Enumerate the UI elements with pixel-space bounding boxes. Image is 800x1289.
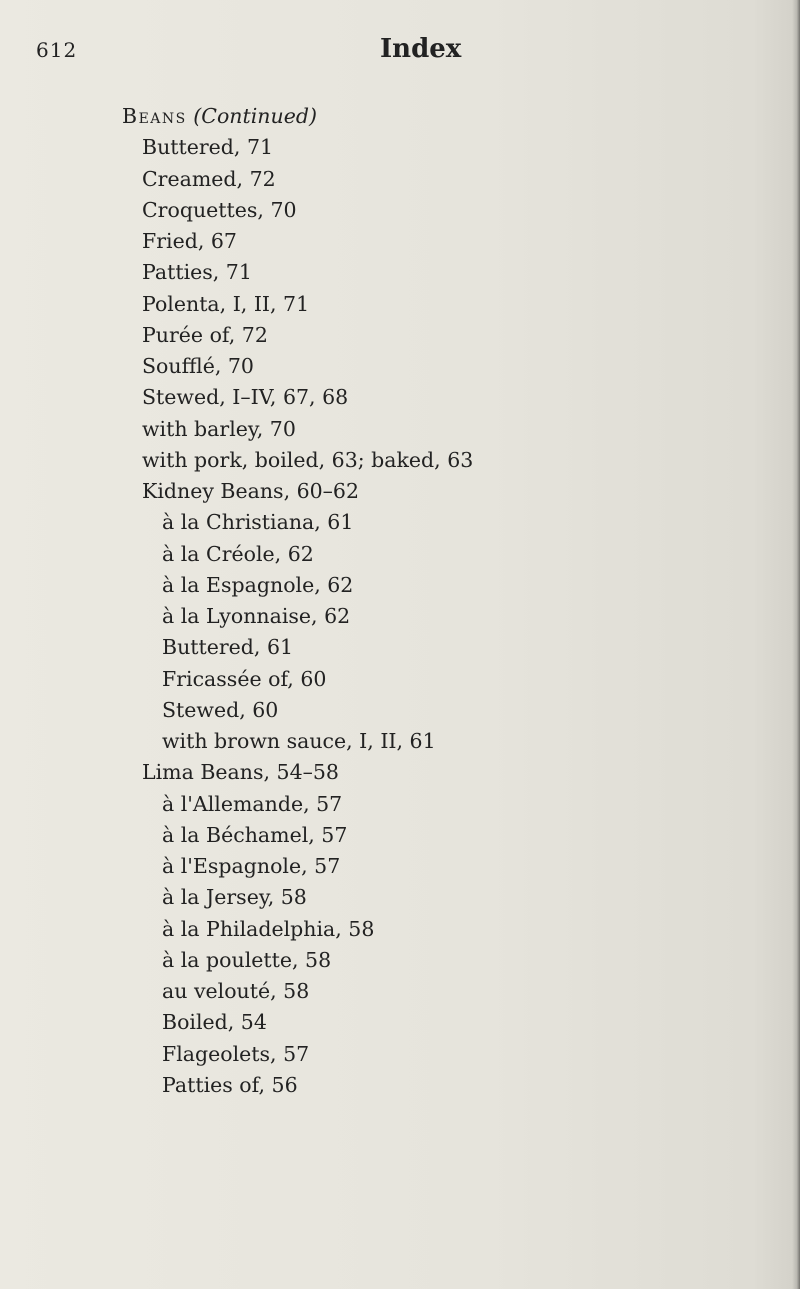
index-subentry: Soufflé, 70	[142, 354, 254, 378]
index-subsubentry: à la poulette, 58	[162, 947, 332, 972]
index-subsubentry: à l'Allemande, 57	[162, 791, 343, 816]
index-subentry: Lima Beans, 54–58	[142, 760, 339, 785]
index-subsubentry: à l'Espagnole, 57	[162, 854, 341, 878]
index-subentry: Stewed, I–IV, 67, 68	[142, 385, 349, 410]
index-subsubentry: with brown sauce, I, II, 61	[162, 729, 436, 753]
running-head: Index	[380, 34, 462, 64]
index-heading	[0, 101, 800, 132]
index-subentry: with pork, boiled, 63; baked, 63	[142, 447, 474, 472]
index-heading-label: Beans	[122, 104, 187, 128]
index-subentry: with barley, 70	[142, 416, 296, 441]
index-subsubentry: à la Philadelphia, 58	[162, 916, 375, 941]
index-subsubentry: à la Lyonnaise, 62	[162, 604, 351, 628]
index-subsubentry: à la Christiana, 61	[162, 510, 354, 535]
index-subentry: Purée of, 72	[142, 322, 268, 347]
page-number: 612	[36, 38, 78, 62]
index-subsubentry: Flageolets, 57	[162, 1041, 310, 1066]
index-subentry: Fried, 67	[142, 229, 237, 253]
index-subentry: Croquettes, 70	[142, 197, 297, 222]
index-subsubentry: à la Espagnole, 62	[162, 572, 354, 597]
index-subentry: Kidney Beans, 60–62	[142, 479, 360, 503]
index-subsubentry: au velouté, 58	[162, 979, 310, 1003]
index-subsubentry: Fricassée of, 60	[162, 666, 327, 691]
index-entries	[0, 101, 800, 1101]
index-subsubentry: à la Créole, 62	[162, 541, 314, 566]
index-subsubentry: Buttered, 61	[162, 635, 294, 660]
index-subentry: Creamed, 72	[142, 166, 276, 191]
index-subsubentry: Boiled, 54	[162, 1010, 267, 1035]
page-edge-shadow	[792, 0, 800, 1289]
index-subsubentry: à la Béchamel, 57	[162, 822, 348, 847]
index-subentry: Patties, 71	[142, 260, 252, 285]
index-subentry: Buttered, 71	[142, 135, 274, 160]
index-subsubentry: Patties of, 56	[162, 1072, 298, 1097]
index-subsubentry: Stewed, 60	[162, 697, 279, 722]
index-subentry: Polenta, I, II, 71	[142, 291, 310, 316]
index-subsubentry: à la Jersey, 58	[162, 885, 307, 910]
index-heading-note: (Continued)	[193, 104, 317, 128]
